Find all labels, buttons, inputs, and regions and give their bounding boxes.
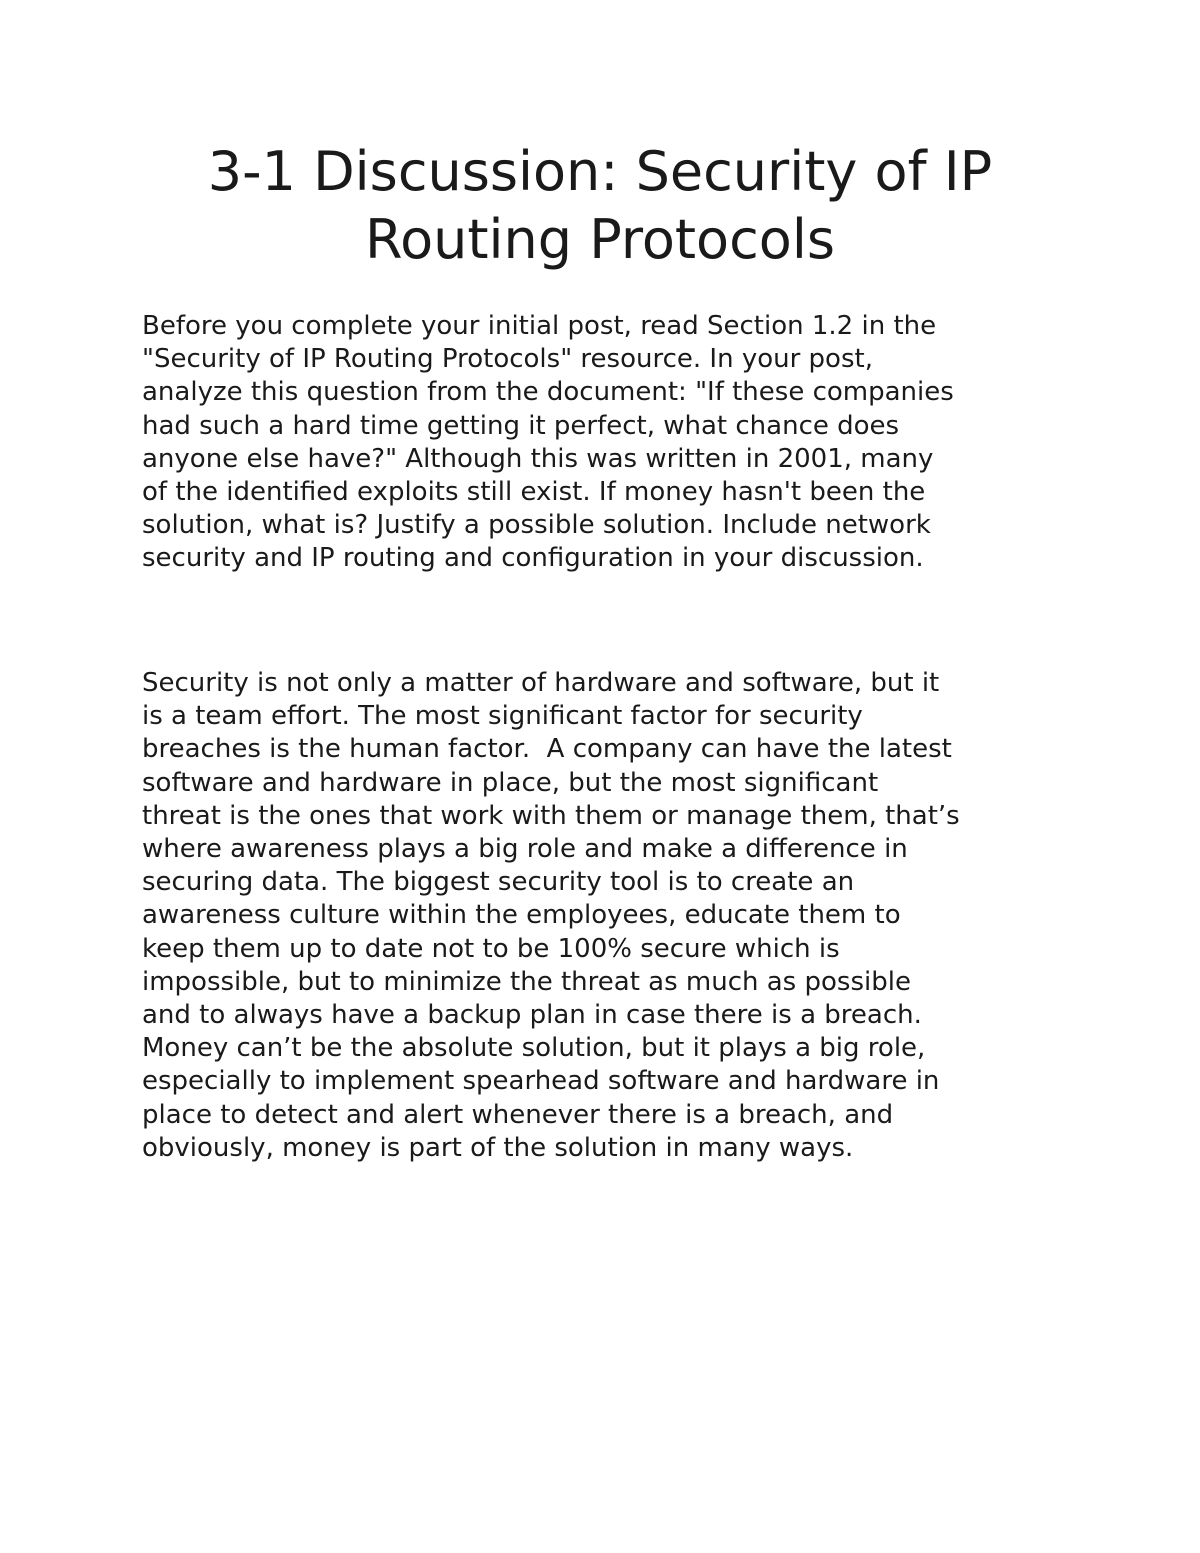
prompt-line: solution, what is? Justify a possible solution. Include network [142,510,931,541]
prompt-line: anyone else have?" Although this was written in 2001, many [142,443,934,474]
response-line: is a team effort. The most significant factor for security [142,701,863,732]
response-line: Money can’t be the absolute solution, but it plays a big role, [142,1033,926,1064]
response-line: threat is the ones that work with them or manage them, that’s [142,800,960,831]
response-line: place to detect and alert whenever there is a breach, and [142,1099,894,1130]
response-line: impossible, but to minimize the threat as much as possible [142,966,911,997]
response-line: especially to implement spearhead software and hardware in [142,1066,940,1097]
title-line: 3-1 Discussion: Security of IP [207,140,993,203]
prompt-line: security and IP routing and configuration in your discussion. [142,543,924,574]
title-line: Routing Protocols [365,208,835,271]
response-line: where awareness plays a big role and make a difference in [142,834,908,865]
response-paragraph [142,667,1142,1165]
prompt-line: analyze this question from the document: "If these companies [142,377,954,408]
prompt-line: had such a hard time getting it perfect, what chance does [142,410,900,441]
response-line: breaches is the human factor. A company can have the latest [142,734,952,765]
prompt-paragraph [142,310,1142,576]
response-line: Security is not only a matter of hardware and software, but it [142,668,940,698]
prompt-line: Before you complete your initial post, read Section 1.2 in the [142,311,937,341]
response-line: obviously, money is part of the solution in many ways. [142,1132,854,1163]
response-line: software and hardware in place, but the most significant [142,767,879,798]
response-line: awareness culture within the employees, educate them to [142,900,901,931]
response-line: and to always have a backup plan in case there is a breach. [142,1000,922,1031]
prompt-line: "Security of IP Routing Protocols" resource. In your post, [142,344,873,375]
response-line: keep them up to date not to be 100% secure which is [142,933,840,964]
document-title [100,138,1100,274]
prompt-line: of the identified exploits still exist. If money hasn't been the [142,477,926,508]
response-line: securing data. The biggest security tool is to create an [142,867,855,898]
